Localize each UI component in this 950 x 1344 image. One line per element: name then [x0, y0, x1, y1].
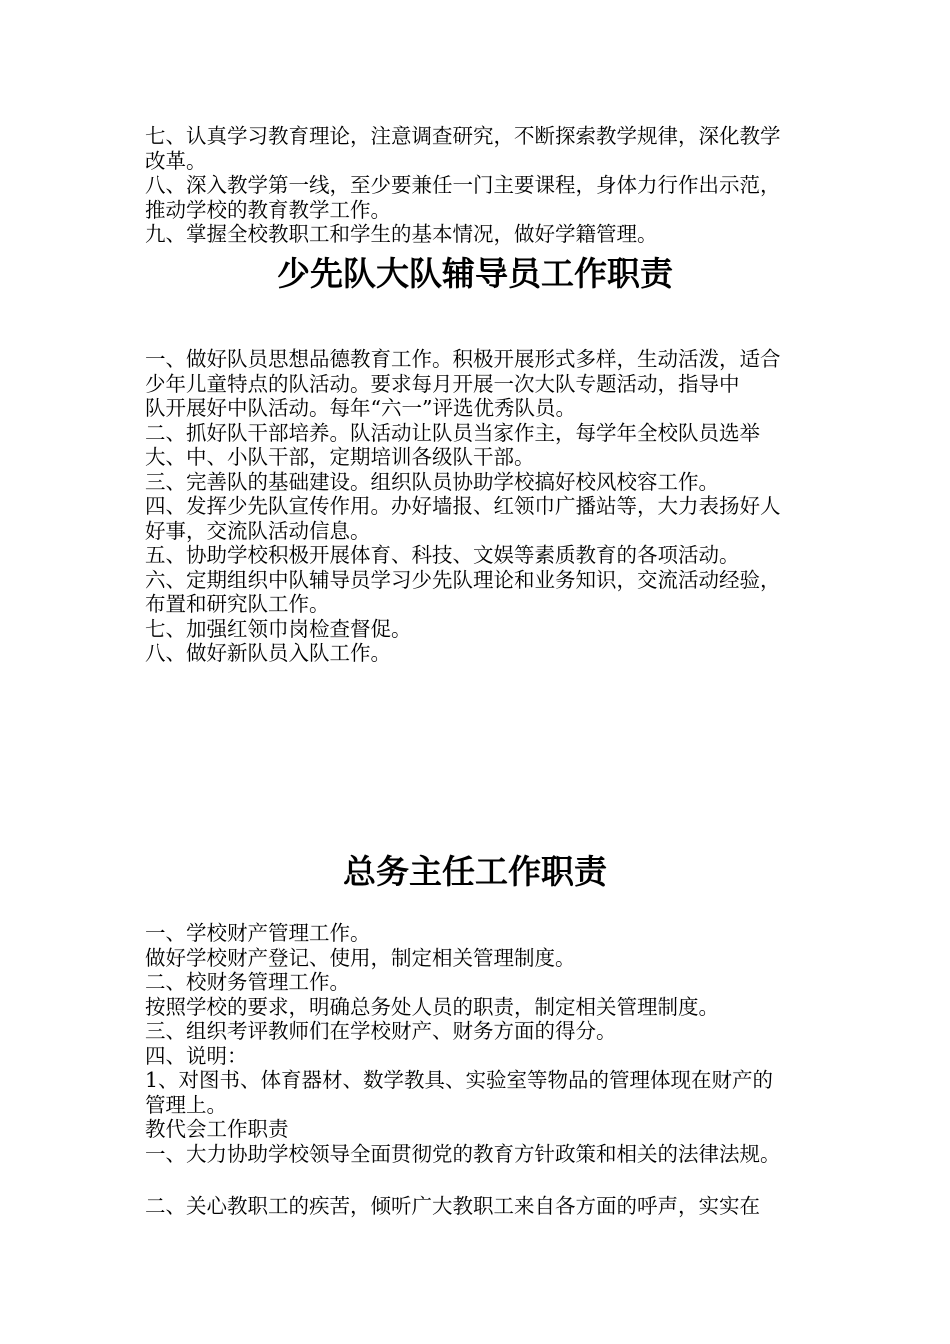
general-affairs-director-duties: [145, 921, 835, 1166]
text-line: 四、说明：: [145, 1043, 248, 1068]
text-line: 做好学校财产登记、使用，制定相关管理制度。: [145, 945, 576, 970]
text-line: 二、校财务管理工作。: [145, 970, 350, 994]
text-line: 六、定期组织中队辅导员学习少先队理论和业务知识，交流活动经验，: [145, 567, 781, 592]
text-line: 五、协助学校积极开展体育、科技、文娱等素质教育的各项活动。: [145, 543, 740, 567]
text-line: 七、加强红领巾岗检查督促。: [145, 616, 412, 641]
text-line: 四、发挥少先队宣传作用。办好墙报、红领巾广播站等，大力表扬好人: [145, 494, 781, 518]
general-affairs-director-title: 总务主任工作职责: [343, 852, 607, 891]
text-line: 改革。: [145, 148, 207, 173]
text-line: 八、深入教学第一线，至少要兼任一门主要课程，身体力行作出示范，: [145, 173, 781, 197]
text-line: 一、学校财产管理工作。: [145, 921, 371, 945]
text-line: 教代会工作职责: [145, 1117, 289, 1141]
text-line: 九、掌握全校教职工和学生的基本情况，做好学籍管理。: [145, 222, 658, 246]
text-line: 七、认真学习教育理论，注意调查研究，不断探索教学规律，深化教学: [145, 124, 781, 148]
text-line: 八、做好新队员入队工作。: [145, 641, 391, 665]
text-line: 三、组织考评教师们在学校财产、财务方面的得分。: [145, 1019, 617, 1043]
text-line: 少年儿童特点的队活动。要求每月开展一次大队专题活动，指导中: [145, 371, 740, 396]
text-line: 三、完善队的基础建设。组织队员协助学校搞好校风校容工作。: [145, 469, 719, 494]
young-pioneers-counselor-duties: [145, 347, 835, 666]
text-line: 推动学校的教育教学工作。: [145, 197, 391, 222]
text-line: 管理上。: [145, 1092, 227, 1117]
staff-congress-duties-continued: [145, 1194, 835, 1219]
text-line: 队开展好中队活动。每年“六一”评选优秀队员。: [145, 396, 576, 420]
text-line: 二、关心教职工的疾苦，倾听广大教职工来自各方面的呼声，实实在: [145, 1194, 760, 1218]
text-line: 一、做好队员思想品德教育工作。积极开展形式多样，生动活泼，适合: [145, 347, 781, 371]
text-line: 大、中、小队干部，定期培训各级队干部。: [145, 445, 535, 469]
principal-duties-continued: [145, 124, 835, 247]
text-line: 按照学校的要求，明确总务处人员的职责，制定相关管理制度。: [145, 994, 719, 1019]
young-pioneers-counselor-title: 少先队大队辅导员工作职责: [277, 254, 673, 293]
text-line: 布置和研究队工作。: [145, 592, 330, 616]
text-line: 好事，交流队活动信息。: [145, 518, 371, 543]
text-line: 一、大力协助学校领导全面贯彻党的教育方针政策和相关的法律法规。: [145, 1141, 781, 1166]
text-line: 二、抓好队干部培养。队活动让队员当家作主，每学年全校队员选举: [145, 420, 760, 445]
text-line: 1、对图书、体育器材、数学教具、实验室等物品的管理体现在财产的: [145, 1068, 774, 1092]
